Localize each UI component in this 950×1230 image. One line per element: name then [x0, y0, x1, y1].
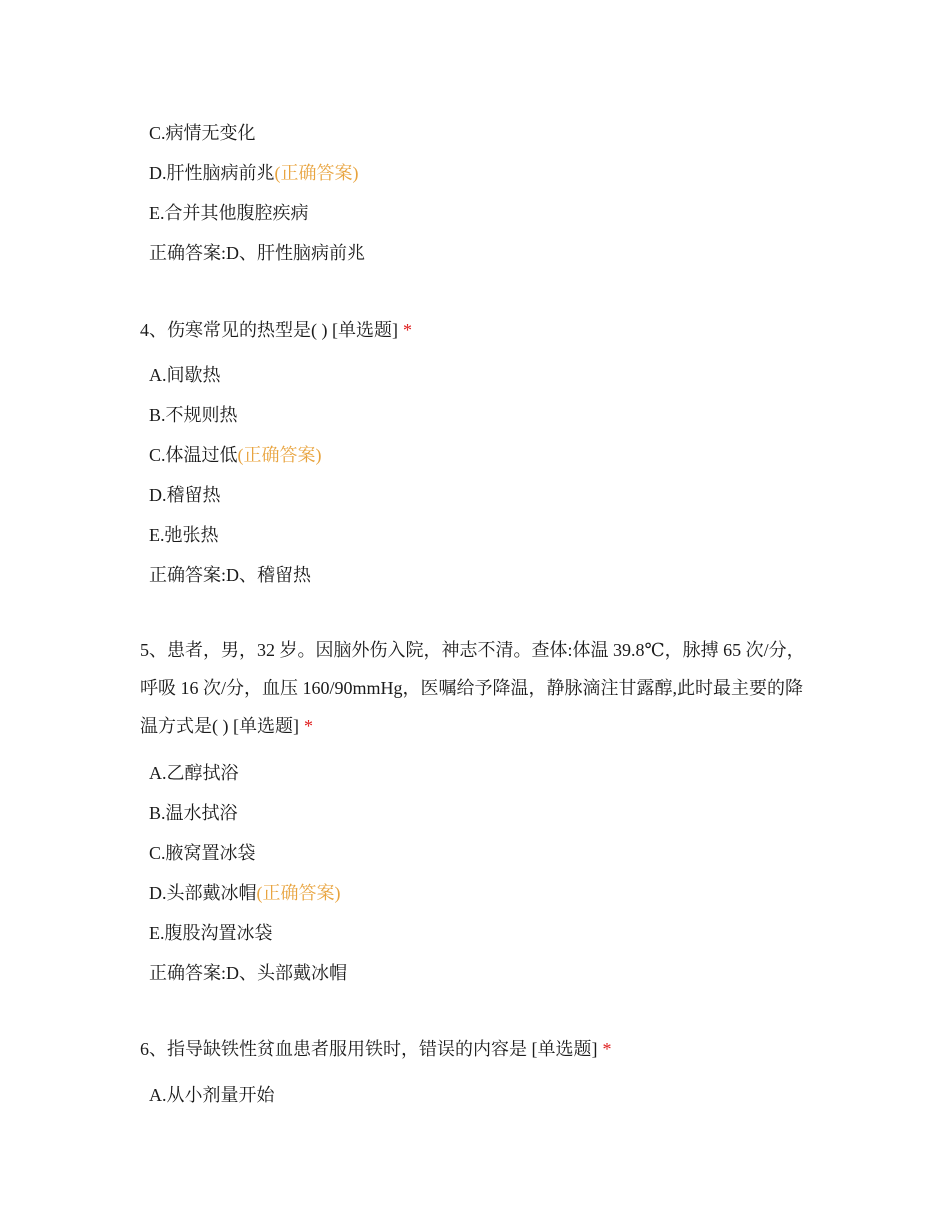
required-mark: *	[402, 320, 412, 340]
answer-line: 正确答案:D、头部戴冰帽	[149, 963, 347, 983]
option-item: B.不规则热	[149, 405, 238, 425]
correct-answer-tag: (正确答案)	[256, 883, 341, 903]
required-mark: *	[303, 716, 313, 736]
option-item: C.病情无变化	[149, 123, 256, 143]
required-mark: *	[602, 1039, 612, 1059]
answer-line: 正确答案:D、肝性脑病前兆	[149, 243, 365, 263]
question-title: 5、患者，男，32 岁。因脑外伤入院，神志不清。查体:体温 39.8℃，脉搏 65 次/分，呼吸 16 次/分，血压 160/90mmHg，医嘱给予降温，静脉滴注甘露醇,此时最主要的降温方式是( ) [单选题] *	[140, 640, 805, 736]
option-item: E.弛张热	[149, 525, 219, 545]
question-title: 4、伤寒常见的热型是( ) [单选题] *	[140, 320, 412, 340]
option-item: C.体温过低(正确答案)	[149, 445, 322, 465]
option-item: A.间歇热	[149, 365, 221, 385]
option-item: E.腹股沟置冰袋	[149, 923, 273, 943]
option-item: E.合并其他腹腔疾病	[149, 203, 309, 223]
answer-line: 正确答案:D、稽留热	[149, 565, 311, 585]
correct-answer-tag: (正确答案)	[237, 445, 322, 465]
option-item: C.腋窝置冰袋	[149, 843, 256, 863]
option-item: D.肝性脑病前兆(正确答案)	[149, 163, 359, 183]
option-item: D.稽留热	[149, 485, 221, 505]
question-title: 6、指导缺铁性贫血患者服用铁时，错误的内容是 [单选题] *	[140, 1039, 612, 1059]
option-item: D.头部戴冰帽(正确答案)	[149, 883, 341, 903]
option-item: A.乙醇拭浴	[149, 763, 239, 783]
correct-answer-tag: (正确答案)	[274, 163, 359, 183]
option-item: A.从小剂量开始	[149, 1085, 275, 1105]
option-item: B.温水拭浴	[149, 803, 238, 823]
